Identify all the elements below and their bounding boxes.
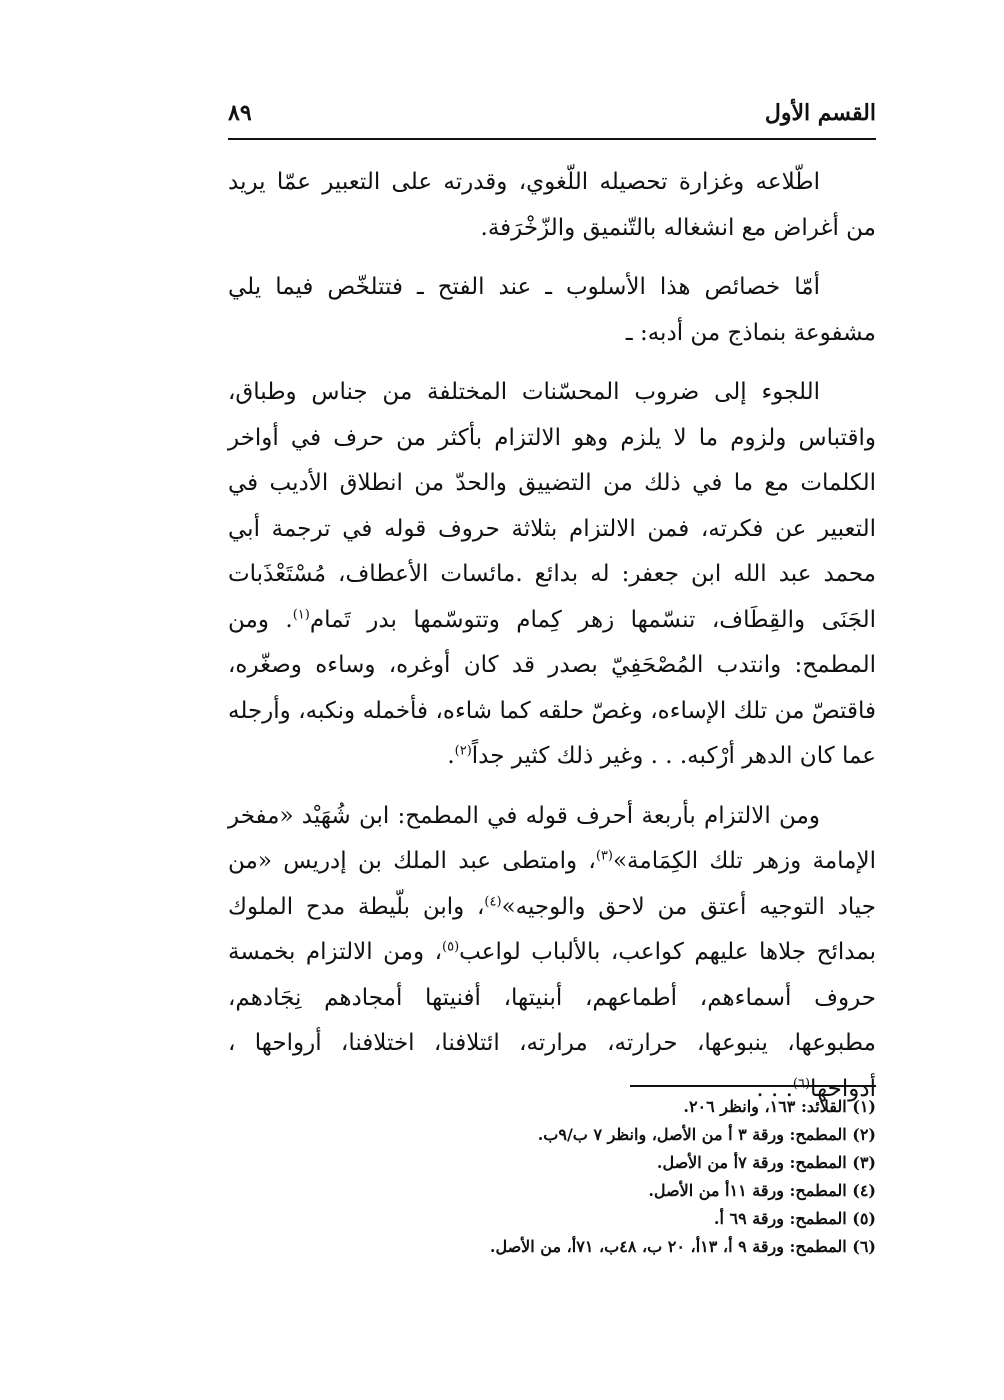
paragraph-3-tail: .: [447, 743, 455, 769]
footnote-ref-4: (٤): [484, 893, 502, 909]
paragraph-4: [228, 794, 876, 1113]
footnote-ref-1: (١): [292, 606, 310, 622]
footnote-1: (١) القلائد: ١٦٣، وانظر ٢٠٦.: [683, 1097, 876, 1116]
footnote-4: (٤) المطمح: ورقة ١١أ من الأصل.: [648, 1181, 876, 1200]
body-text: [228, 160, 876, 1112]
paragraph-1-text: اطّلاعه وغزارة تحصيله اللّغوي، وقدرته على التعبير عمّا يريد من أغراض مع انشغاله بالتّنميق والزّخْرَفة.: [228, 169, 876, 241]
paragraph-4-text-a: ومن الالتزام بأربعة أحرف قوله في المطمح: ابن شُهَيْد «مفخر الإمامة وزهر تلك الكِمَامة»: [228, 802, 876, 874]
footnote-5: (٥) المطمح: ورقة ٦٩ أ.: [713, 1209, 876, 1228]
footnote-ref-5: (٥): [442, 939, 460, 955]
paragraph-3: [228, 370, 876, 780]
footnotes: [228, 1093, 876, 1261]
paragraph-4-text-d: ، ومن الالتزام بخمسة حروف أسماءهم، أطماعهم، أبنيتها، أفنيتها أمجادهم نِجَادهم، مطبوعها، ينبوعها، حرارته، مرارته، ائتلافنا، اختلافنا، أرواحها ، أدواحها: [228, 939, 876, 1102]
header-rule: [228, 138, 876, 140]
paragraph-3-text-a: اللجوء إلى ضروب المحسّنات المختلفة من جناس وطباق، واقتباس ولزوم ما لا يلزم وهو الالتزام بأكثر من حرف في أواخر الكلمات مع ما في ذلك من التضييق والحدّ من انطلاق الأديب في التعبير عن فكرته، فمن الالتزام بثلاثة حروف قوله في ترجمة أبي محمد عبد الله ابن جعفر: له بدائع .مائسات الأعطاف، مُسْتَعْذَبات الجَنَى والقِطَاف، تنسّمها زهر كِمام وتتوسّمها بدر تَمام: [228, 379, 876, 633]
footnote-separator: [630, 1085, 876, 1087]
footnote-ref-6: (٦): [792, 1075, 811, 1091]
page-header: [228, 100, 876, 136]
paragraph-4-tail: . . .: [756, 1075, 793, 1102]
paragraph-4-text-c: ، وابن بلّيطة مدح الملوك بمدائح جلاها عليهم كواعب، بالألباب لواعب: [228, 893, 877, 965]
footnote-ref-2: (٢): [454, 743, 472, 759]
footnote-2: (٢) المطمح: ورقة ٣ أ من الأصل، وانظر ٧ ب/٩ب.: [537, 1125, 876, 1144]
paragraph-2-text: أمّا خصائص هذا الأسلوب ـ عند الفتح ـ فتتلخّص فيما يلي مشفوعة بنماذج من أدبه: ـ: [228, 274, 876, 346]
running-title: القسم الأول: [764, 100, 876, 126]
paragraph-3-text-b: . ومن المطمح: وانتدب المُصْحَفِيّ بصدر قد كان أوغره، وساءه وصغّره، فاقتصّ من تلك الإساءه، وغصّ حلقه كما شاءه، فأخمله ونكبه، وأرجله عما كان الدهر أرْكبه. . . وغير ذلك كثير جداً: [228, 606, 876, 769]
paragraph-1: [228, 160, 876, 251]
paragraph-4-text-b: ، وامتطى عبد الملك بن إدريس «من جياد التوجيه أعتق من لاحق والوجيه»: [228, 848, 877, 920]
footnote-ref-3: (٣): [595, 848, 613, 864]
footnote-6: (٦) المطمح: ورقة ٩ أ، ١٣أ، ٢٠ ب، ٤٨ب، ٧١أ، من الأصل.: [489, 1237, 876, 1256]
footnote-3: (٣) المطمح: ورقة ٧أ من الأصل.: [656, 1153, 876, 1172]
paragraph-2: [228, 265, 876, 356]
page-number: ٨٩: [228, 100, 252, 126]
